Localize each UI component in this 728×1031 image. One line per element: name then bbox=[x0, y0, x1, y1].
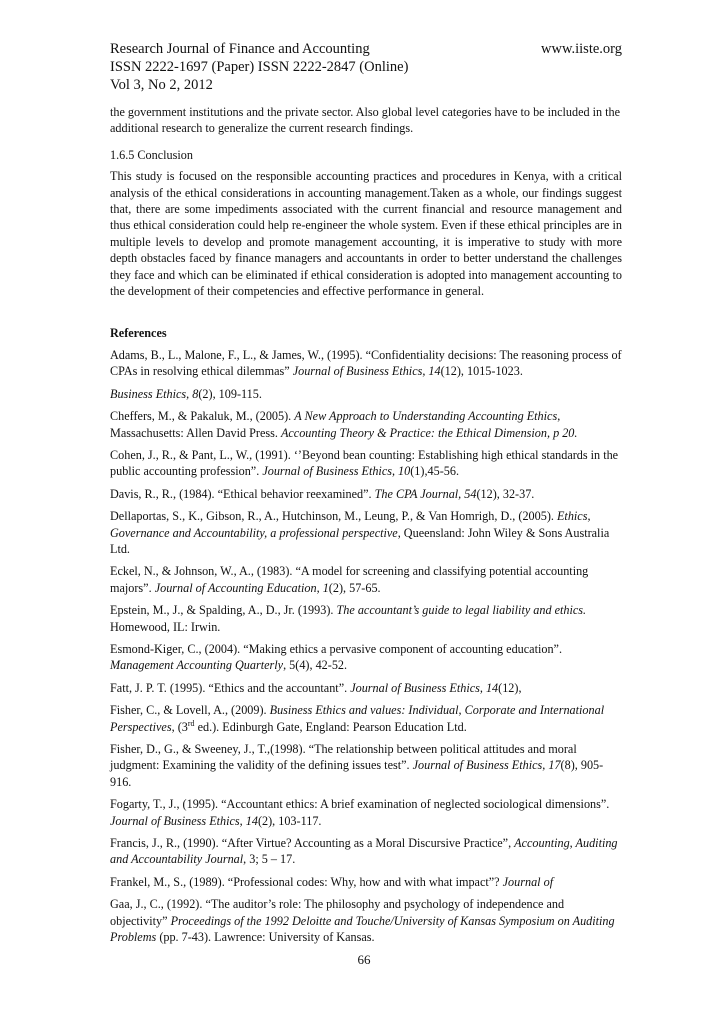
reference-item bbox=[110, 835, 622, 868]
reference-text: Homewood, IL: Irwin. bbox=[110, 619, 221, 634]
journal-url[interactable]: www.iiste.org bbox=[541, 41, 622, 57]
reference-italic: Journal of Business Ethics, 14 bbox=[350, 680, 499, 695]
intro-paragraph: the government institutions and the private sector. Also global level categories have to be included in the additional research to generalize the current research findings. bbox=[110, 105, 621, 136]
journal-header bbox=[110, 40, 622, 94]
reference-text: Gaa, J., C., (1992). “The auditor’s role: The philosophy and psychology of independence and objectivity” bbox=[110, 897, 565, 928]
reference-item bbox=[110, 641, 622, 674]
reference-text: , 5(4), 42-52. bbox=[283, 658, 348, 673]
reference-italic: Proceedings of the 1992 Deloitte and Touche/University of Kansas Symposium on Auditing Problems bbox=[110, 913, 615, 945]
reference-item bbox=[110, 702, 622, 735]
reference-text: (1),45-56. bbox=[410, 464, 459, 479]
reference-item bbox=[110, 741, 622, 790]
conclusion-heading: 1.6.5 Conclusion bbox=[110, 147, 193, 162]
body bbox=[110, 104, 622, 945]
reference-text: Fisher, C., & Lovell, A., (2009). bbox=[110, 703, 270, 718]
header-row bbox=[110, 40, 622, 58]
reference-italic: Management Accounting Quarterly bbox=[110, 658, 284, 673]
reference-italic: Journal of Accounting Education, 1 bbox=[154, 580, 329, 595]
reference-text: Davis, R., R., (1984). “Ethical behavior reexamined”. bbox=[110, 486, 375, 501]
reference-superscript: rd bbox=[187, 718, 195, 728]
journal-title: Research Journal of Finance and Accounting bbox=[110, 41, 370, 57]
reference-item bbox=[110, 486, 622, 502]
conclusion-paragraph: This study is focused on the responsible accounting practices and procedures in Kenya, with a critical analysis of the ethical considerations in accounting management.Taken as a whole, our findings suggest that, there are some impediments associated with the current financial and resource management and thus ethical consideration could help re-engineer the whole system. Even if these ethical principles are in multiple levels to develop and promote management accounting, it is imperative to study with more depth obstacles faced by finance managers and accountants in order to better understand the challenges they face and which can be eliminated if ethical consideration is adopted into management accounting to the development of their competencies and effective performance in general. bbox=[110, 169, 622, 299]
reference-text: Cohen, J., R., & Pant, L., W., (1991). ‘’Beyond bean counting: Establishing high ethical standards in the public accounting profession”. bbox=[110, 447, 619, 479]
reference-italic: Business Ethics and values: Individual, Corporate and International Perspectives bbox=[110, 703, 605, 734]
reference-text: (pp. 7-43). Lawrence: University of Kansas. bbox=[156, 930, 375, 945]
reference-italic: The CPA Journal, 54 bbox=[374, 486, 477, 501]
reference-item bbox=[110, 796, 622, 829]
reference-text: Esmond-Kiger, C., (2004). “Making ethics a pervasive component of accounting education”. bbox=[110, 641, 563, 656]
reference-italic: Business Ethics, 8 bbox=[110, 386, 199, 401]
journal-volume: Vol 3, No 2, 2012 bbox=[110, 77, 213, 93]
reference-text: , Queensland: John Wiley & Sons Australia Ltd. bbox=[110, 525, 610, 556]
reference-text: Francis, J., R., (1990). “After Virtue? Accounting as a Moral Discursive Practice”, bbox=[110, 836, 515, 851]
reference-italic: Accounting, Auditing and Accountability Journal bbox=[110, 836, 618, 867]
reference-text: , (3 bbox=[171, 719, 188, 734]
reference-italic: Journal of Business Ethics, 10 bbox=[262, 464, 411, 479]
reference-text: Adams, B., L., Malone, F., L., & James, W., (1995). “Confidentiality decisions: The reasoning process of CPAs in resolving ethical dilemmas” bbox=[110, 347, 622, 379]
page-number: 66 bbox=[357, 952, 371, 967]
reference-text: (2), 103-117. bbox=[257, 813, 322, 828]
reference-text: (2), 57-65. bbox=[328, 580, 381, 595]
reference-item bbox=[110, 447, 622, 480]
reference-italic: The accountant’s guide to legal liability and ethics. bbox=[336, 603, 587, 618]
reference-text: ed.). Edinburgh Gate, England: Pearson Education Ltd. bbox=[194, 719, 467, 734]
reference-list bbox=[110, 347, 622, 946]
reference-text: Frankel, M., S., (1989). “Professional codes: Why, how and with what impact”? bbox=[110, 874, 503, 889]
reference-text: (12), 1015-1023. bbox=[440, 364, 523, 379]
reference-item bbox=[110, 602, 622, 635]
reference-text: (12), 32-37. bbox=[476, 486, 535, 501]
reference-italic: Journal of bbox=[502, 874, 554, 889]
reference-text: Cheffers, M., & Pakaluk, M., (2005). bbox=[110, 409, 295, 424]
reference-item bbox=[110, 508, 622, 557]
reference-text: Fisher, D., G., & Sweeney, J., T.,(1998). “The relationship between political attitudes and moral judgment: Examining the validity of the defining issues test”. bbox=[110, 742, 577, 773]
reference-item bbox=[110, 874, 622, 890]
reference-text: , Massachusetts: Allen David Press. bbox=[110, 409, 561, 440]
document-page bbox=[110, 40, 622, 951]
journal-issn: ISSN 2222-1697 (Paper) ISSN 2222-2847 (Online) bbox=[110, 59, 409, 75]
reference-item bbox=[110, 896, 622, 945]
reference-italic: Journal of Business Ethics, 14 bbox=[110, 813, 258, 828]
reference-text: (12), bbox=[498, 680, 522, 695]
reference-text: Epstein, M., J., & Spalding, A., D., Jr. (1993). bbox=[110, 603, 337, 618]
reference-text: Fatt, J. P. T. (1995). “Ethics and the accountant”. bbox=[110, 680, 351, 695]
reference-italic: Journal of Business Ethics, 14 bbox=[292, 364, 441, 379]
reference-text: (8), 905-916. bbox=[110, 758, 604, 789]
reference-text: (2), 109-115. bbox=[198, 386, 262, 401]
reference-item bbox=[110, 347, 622, 380]
reference-italic: Journal of Business Ethics, 17 bbox=[412, 758, 561, 773]
reference-text: Eckel, N., & Johnson, W., A., (1983). “A model for screening and classifying potential accounting majors”. bbox=[110, 564, 589, 595]
reference-item bbox=[110, 680, 622, 696]
reference-item bbox=[110, 386, 622, 402]
reference-item bbox=[110, 563, 622, 596]
references-heading: References bbox=[110, 326, 167, 341]
reference-italic: A New Approach to Understanding Accounting Ethics bbox=[294, 409, 558, 424]
reference-text: Dellaportas, S., K., Gibson, R., A., Hutchinson, M., Leung, P., & Van Homrigh, D., (2005). bbox=[110, 509, 557, 524]
reference-text: , 3; 5 – 17. bbox=[243, 852, 296, 867]
reference-text: Fogarty, T., J., (1995). “Accountant ethics: A brief examination of neglected sociological dimensions”. bbox=[110, 797, 610, 812]
reference-item bbox=[110, 408, 622, 441]
reference-italic: Ethics, Governance and Accountability, a professional perspective bbox=[110, 509, 591, 540]
reference-italic: Accounting Theory & Practice: the Ethical Dimension, p 20. bbox=[280, 425, 578, 440]
